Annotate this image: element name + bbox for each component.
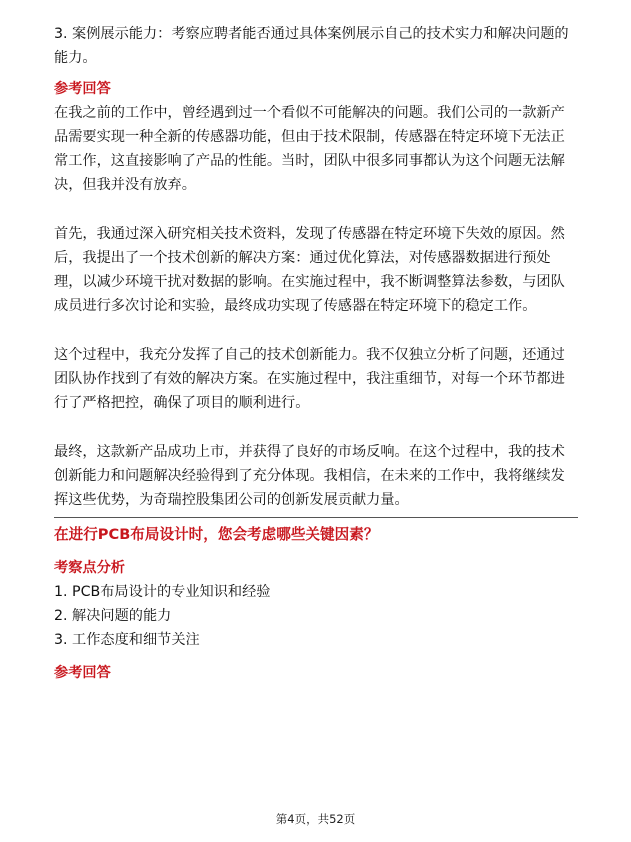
answer-paragraph-3 xyxy=(54,343,578,415)
text-line: 3. 案例展示能力：考察应聘者能否通过具体案例展示自己的技术实力和解决问题的 xyxy=(54,26,569,42)
text-line: 在我之前的工作中，曾经遇到过一个看似不可能解决的问题。我们公司的一款新产 xyxy=(54,105,565,121)
page-footer: 第4页，共52页 xyxy=(275,812,356,826)
text-line: 创新能力和问题解决经验得到了充分体现。我相信，在未来的工作中，我将继续发 xyxy=(54,468,565,484)
text-line: 决，但我并没有放弃。 xyxy=(54,177,196,193)
analysis-item: 3. 工作态度和细节关注 xyxy=(54,632,200,648)
section-divider xyxy=(54,517,578,518)
analysis-item-3 xyxy=(54,22,578,70)
text-line: 成员进行多次讨论和实验，最终成功实现了传感器在特定环境下的稳定工作。 xyxy=(54,298,537,314)
answer-heading-2: 参考回答 xyxy=(54,665,111,681)
text-line: 最终，这款新产品成功上市，并获得了良好的市场反响。在这个过程中，我的技术 xyxy=(54,444,565,460)
analysis-item: 2. 解决问题的能力 xyxy=(54,608,172,624)
text-line: 常工作，这直接影响了产品的性能。当时，团队中很多同事都认为这个问题无法解 xyxy=(54,153,565,169)
text-line: 品需要实现一种全新的传感器功能，但由于技术限制，传感器在特定环境下无法正 xyxy=(54,129,565,145)
answer-paragraph-1 xyxy=(54,101,578,197)
answer-heading: 参考回答 xyxy=(54,81,111,97)
analysis-item: 1. PCB布局设计的专业知识和经验 xyxy=(54,584,271,600)
text-line: 后，我提出了一个技术创新的解决方案：通过优化算法，对传感器数据进行预处 xyxy=(54,250,551,266)
answer-paragraph-4 xyxy=(54,440,578,512)
analysis-heading: 考察点分析 xyxy=(54,560,125,576)
analysis-list xyxy=(54,580,578,652)
text-line: 行了严格把控，确保了项目的顺利进行。 xyxy=(54,395,310,411)
text-line: 团队协作找到了有效的解决方案。在实施过程中，我注重细节，对每一个环节都进 xyxy=(54,371,565,387)
document-body xyxy=(54,22,578,685)
answer-paragraph-2 xyxy=(54,222,578,318)
text-line: 能力。 xyxy=(54,50,97,66)
text-line: 挥这些优势，为奇瑞控股集团公司的创新发展贡献力量。 xyxy=(54,492,409,508)
text-line: 理，以减少环境干扰对数据的影响。在实施过程中，我不断调整算法参数，与团队 xyxy=(54,274,565,290)
text-line: 这个过程中，我充分发挥了自己的技术创新能力。我不仅独立分析了问题，还通过 xyxy=(54,347,565,363)
text-line: 首先，我通过深入研究相关技术资料，发现了传感器在特定环境下失效的原因。然 xyxy=(54,226,565,242)
question-title: 在进行PCB布局设计时，您会考虑哪些关键因素？ xyxy=(54,526,379,543)
